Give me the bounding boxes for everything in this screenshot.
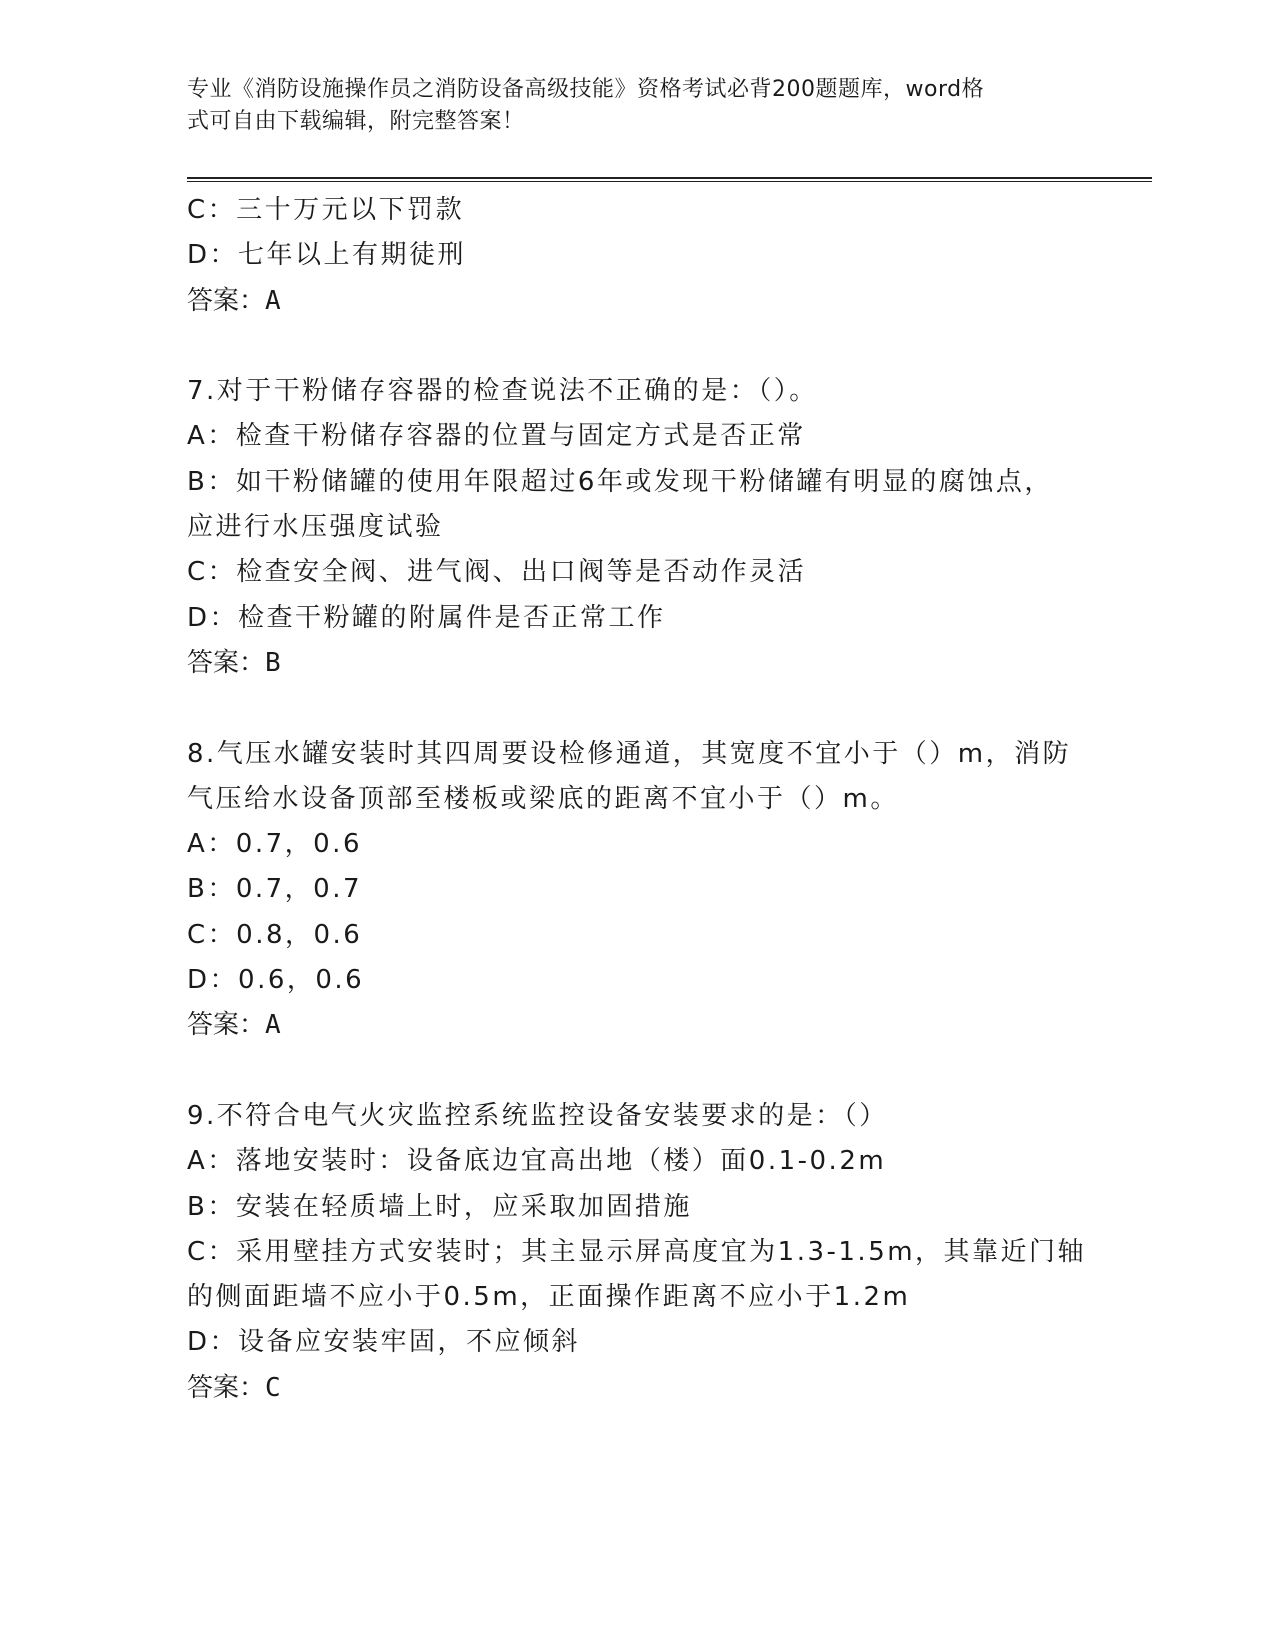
option-c: C：采用壁挂方式安装时；其主显示屏高度宜为1.3-1.5m，其靠近门轴	[187, 1236, 1087, 1267]
header-line-2: 式可自由下载编辑，附完整答案！	[187, 109, 525, 134]
answer-label: 答案：	[187, 647, 266, 678]
option-d: D：设备应安装牢固，不应倾斜	[187, 1327, 581, 1358]
answer-value: A	[265, 285, 281, 316]
question-stem: 9.不符合电气火灾监控系统监控设备安装要求的是：（）	[187, 1100, 888, 1131]
answer-line	[187, 641, 1087, 686]
answer-line	[187, 1366, 1087, 1411]
question-8	[187, 732, 1087, 1049]
answer-line	[187, 1003, 1087, 1048]
option-b: B：0.7，0.7	[187, 874, 363, 905]
question-6-continued	[187, 188, 1087, 324]
option-c-continued: 的侧面距墙不应小于0.5m，正面操作距离不应小于1.2m	[187, 1282, 911, 1313]
option-c: C：0.8，0.6	[187, 919, 363, 950]
option-d: D：检查干粉罐的附属件是否正常工作	[187, 602, 666, 633]
answer-line	[187, 279, 1087, 324]
option-d: D：七年以上有期徒刑	[187, 240, 467, 271]
option-c: C：三十万元以下罚款	[187, 195, 465, 225]
option-b: B：如干粉储罐的使用年限超过6年或发现干粉储罐有明显的腐蚀点，	[187, 466, 1053, 497]
header-line-1: 专业《消防设施操作员之消防设备高级技能》资格考试必背200题题库，word格	[187, 77, 985, 102]
question-7	[187, 369, 1087, 686]
document-header	[187, 74, 1087, 138]
option-b: B：安装在轻质墙上时，应采取加固措施	[187, 1191, 692, 1222]
answer-label: 答案：	[187, 1010, 266, 1041]
answer-value: A	[265, 1010, 281, 1041]
answer-value: B	[265, 647, 281, 678]
question-stem-continued: 气压给水设备顶部至楼板或梁底的距离不宜小于（）m。	[187, 783, 899, 814]
answer-label: 答案：	[187, 1372, 266, 1403]
question-stem: 7.对于干粉储存容器的检查说法不正确的是：（）。	[187, 376, 818, 407]
option-a: A：检查干粉储存容器的位置与固定方式是否正常	[187, 421, 806, 452]
answer-label: 答案：	[187, 285, 266, 316]
option-a: A：落地安装时：设备底边宜高出地（楼）面0.1-0.2m	[187, 1146, 887, 1177]
document-body	[187, 188, 1087, 1411]
option-c: C：检查安全阀、进气阀、出口阀等是否动作灵活	[187, 557, 807, 588]
option-a: A：0.7，0.6	[187, 829, 362, 860]
header-divider	[187, 177, 1152, 182]
option-d: D：0.6，0.6	[187, 965, 365, 996]
answer-value: C	[265, 1372, 281, 1403]
option-b-continued: 应进行水压强度试验	[187, 512, 444, 543]
question-stem: 8.气压水罐安装时其四周要设检修通道，其宽度不宜小于（）m，消防	[187, 738, 1072, 769]
question-9	[187, 1094, 1087, 1411]
